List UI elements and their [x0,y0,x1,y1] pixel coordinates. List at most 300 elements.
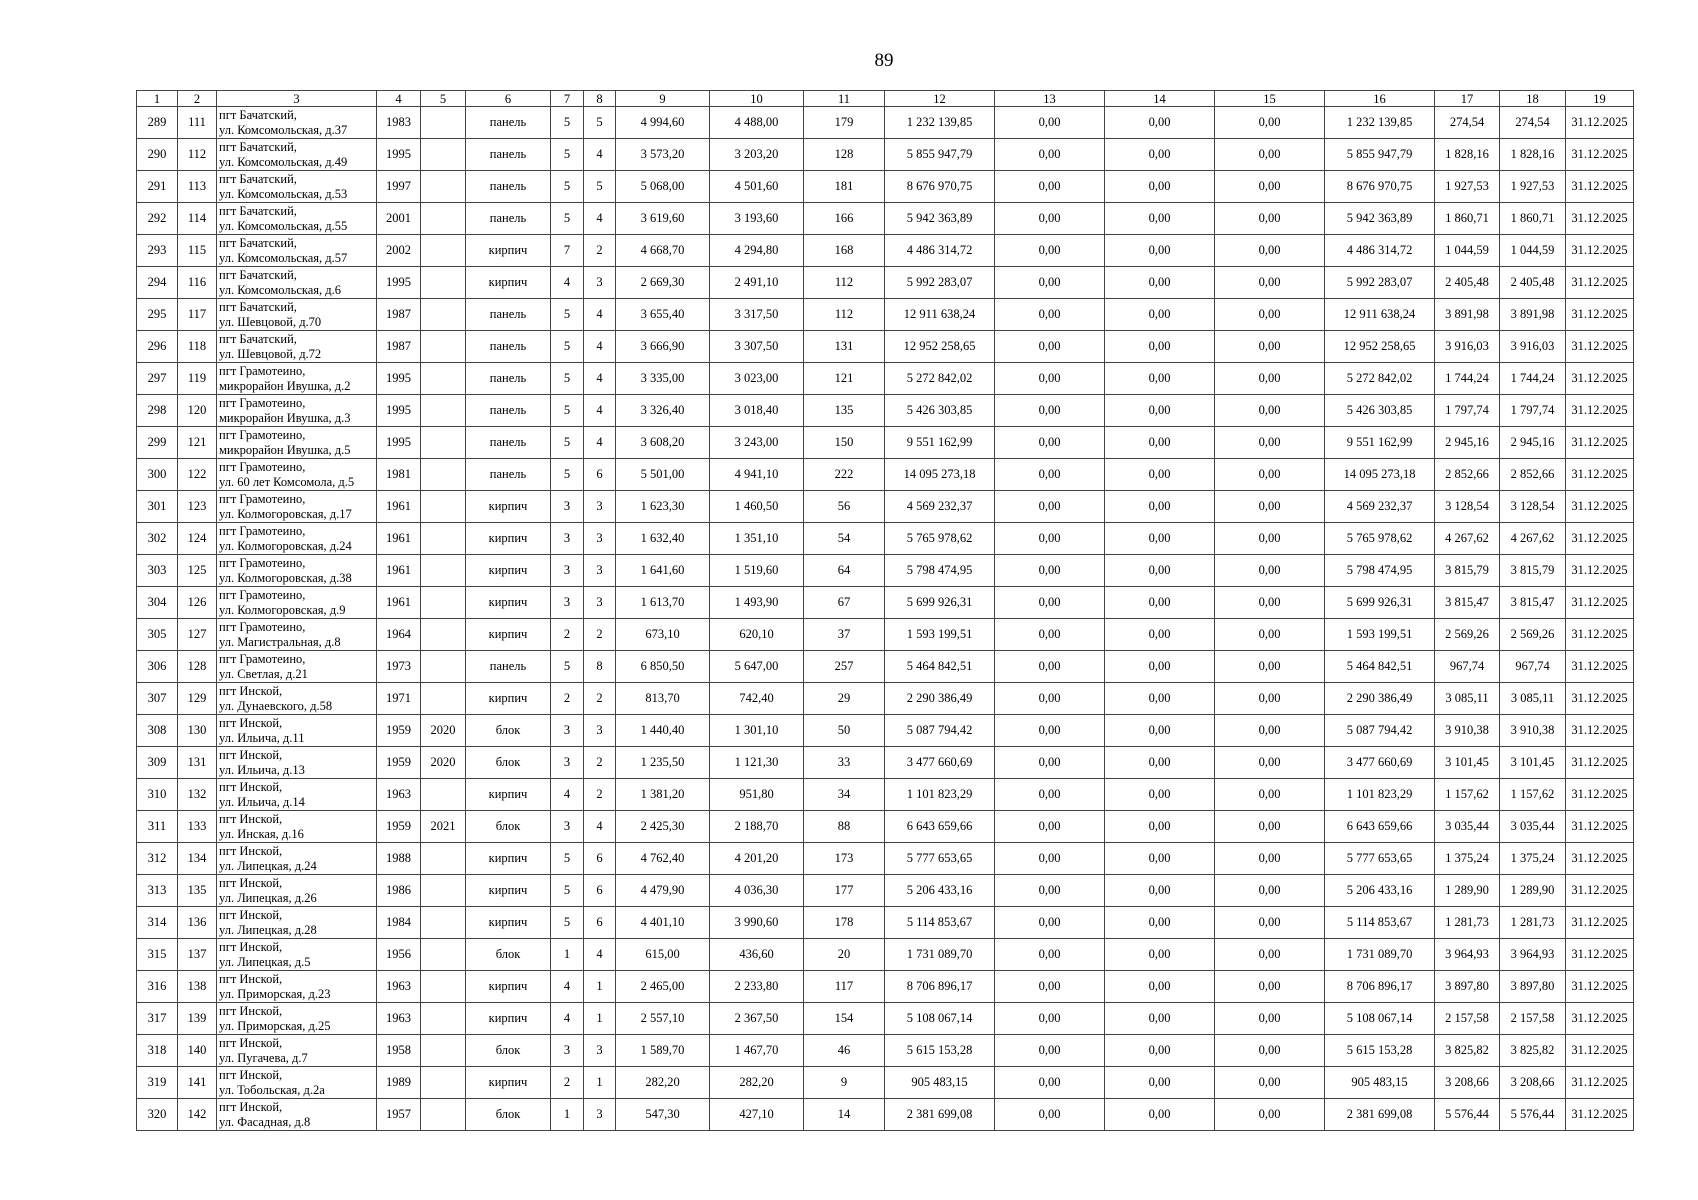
address-locality: пгт Грамотеино, [219,523,306,538]
table-cell: 8 706 896,17 [885,971,995,1003]
table-cell: 31.12.2025 [1566,1099,1634,1131]
table-row [137,235,1634,267]
table-cell: 2 [551,683,584,715]
table-cell: 0,00 [1215,875,1325,907]
table-cell: 1 927,53 [1500,171,1566,203]
table-cell: 31.12.2025 [1566,203,1634,235]
table-cell: 3 317,50 [710,299,804,331]
table-cell: 12 911 638,24 [885,299,995,331]
table-cell: 0,00 [995,619,1105,651]
table-cell: 0,00 [1215,555,1325,587]
address-street: ул. Липецкая, д.5 [219,954,311,969]
table-cell: 1 797,74 [1435,395,1500,427]
table-cell: 1 232 139,85 [1325,107,1435,139]
table-cell: 5 272 842,02 [885,363,995,395]
table-cell: 3 891,98 [1435,299,1500,331]
address-locality: пгт Грамотеино, [219,395,306,410]
table-cell: 1 121,30 [710,747,804,779]
table-cell: 6 [584,459,616,491]
address-locality: пгт Грамотеино, [219,555,306,570]
address-locality: пгт Грамотеино, [219,427,306,442]
table-cell: 1 440,40 [616,715,710,747]
table-cell: 4 201,20 [710,843,804,875]
table-cell: 1 744,24 [1500,363,1566,395]
table-cell: 31.12.2025 [1566,1067,1634,1099]
table-cell: 31.12.2025 [1566,555,1634,587]
table-cell: 138 [178,971,217,1003]
table-cell: 5 [584,171,616,203]
table-cell: 3 085,11 [1435,683,1500,715]
table-cell: 5 [551,299,584,331]
table-cell: 5 [551,875,584,907]
address-locality: пгт Инской, [219,1003,283,1018]
table-cell: 313 [137,875,178,907]
data-table [136,90,1634,1131]
table-cell: 3 897,80 [1500,971,1566,1003]
table-cell: панель [466,299,551,331]
table-cell: 0,00 [995,875,1105,907]
table-cell: 1 [584,971,616,1003]
address-cell [217,715,377,747]
table-cell: 2 569,26 [1500,619,1566,651]
table-cell: 115 [178,235,217,267]
table-cell: 3 243,00 [710,427,804,459]
table-cell: 3 815,47 [1500,587,1566,619]
table-cell: 0,00 [1215,1067,1325,1099]
table-cell: 126 [178,587,217,619]
table-cell: 142 [178,1099,217,1131]
address-locality: пгт Инской, [219,1099,283,1114]
table-cell: 1987 [377,299,421,331]
table-cell [421,651,466,683]
table-cell [421,779,466,811]
table-cell: 0,00 [1105,267,1215,299]
table-cell: 1 460,50 [710,491,804,523]
address-cell [217,299,377,331]
table-cell [421,971,466,1003]
table-cell: 5 464 842,51 [885,651,995,683]
address-street: микрорайон Ивушка, д.5 [219,442,351,457]
table-cell: 4 [584,811,616,843]
table-cell: кирпич [466,555,551,587]
table-cell: кирпич [466,619,551,651]
table-cell: 0,00 [1105,523,1215,555]
address-street: ул. Колмогоровская, д.38 [219,570,352,585]
table-cell: 1 301,10 [710,715,804,747]
table-cell: 3 [584,715,616,747]
table-cell: 0,00 [995,747,1105,779]
table-cell: 0,00 [1105,811,1215,843]
table-cell: 5 114 853,67 [1325,907,1435,939]
table-cell: 3 085,11 [1500,683,1566,715]
table-cell: 4 294,80 [710,235,804,267]
table-cell: 4 [584,331,616,363]
table-cell: 67 [804,587,885,619]
table-cell: 2 945,16 [1500,427,1566,459]
column-number-header: 18 [1500,91,1566,107]
table-cell: 1995 [377,363,421,395]
column-number-header: 11 [804,91,885,107]
table-cell: 0,00 [995,203,1105,235]
table-cell [421,555,466,587]
table-cell: 0,00 [1215,683,1325,715]
table-cell: 5 765 978,62 [885,523,995,555]
table-cell [421,171,466,203]
table-cell: 0,00 [1105,651,1215,683]
table-cell [421,875,466,907]
table-cell: 1 [584,1067,616,1099]
table-cell: 0,00 [1105,683,1215,715]
table-cell: панель [466,139,551,171]
address-street: ул. Комсомольская, д.49 [219,154,348,169]
table-cell: 905 483,15 [885,1067,995,1099]
table-cell: 0,00 [1215,267,1325,299]
address-street: ул. Липецкая, д.28 [219,922,317,937]
table-cell [421,1035,466,1067]
table-cell: 5 [551,651,584,683]
table-cell: 813,70 [616,683,710,715]
table-cell: 3 897,80 [1435,971,1500,1003]
address-street: ул. Светлая, д.21 [219,666,308,681]
table-cell: 14 [804,1099,885,1131]
address-locality: пгт Инской, [219,811,283,826]
table-cell: 3 990,60 [710,907,804,939]
table-cell: 1961 [377,491,421,523]
table-cell: 2 290 386,49 [885,683,995,715]
table-cell: 31.12.2025 [1566,587,1634,619]
table-cell [421,427,466,459]
table-cell: 31.12.2025 [1566,363,1634,395]
table-cell [421,459,466,491]
address-street: ул. Приморская, д.25 [219,1018,331,1033]
table-cell: 123 [178,491,217,523]
table-cell: кирпич [466,683,551,715]
address-locality: пгт Бачатский, [219,139,297,154]
table-cell: 298 [137,395,178,427]
table-cell: 154 [804,1003,885,1035]
table-cell: 311 [137,811,178,843]
table-cell: 1 235,50 [616,747,710,779]
table-row [137,715,1634,747]
table-cell: 5 [551,139,584,171]
table-cell: 0,00 [995,971,1105,1003]
table-cell: кирпич [466,235,551,267]
table-cell: 121 [804,363,885,395]
table-cell: 4 036,30 [710,875,804,907]
table-row [137,107,1634,139]
table-cell: 120 [178,395,217,427]
table-row [137,1067,1634,1099]
address-street: ул. Колмогоровская, д.9 [219,602,346,617]
table-cell: блок [466,1099,551,1131]
table-cell: 34 [804,779,885,811]
table-cell: панель [466,459,551,491]
table-cell: 5 464 842,51 [1325,651,1435,683]
table-cell: 31.12.2025 [1566,715,1634,747]
table-cell: 1 [551,939,584,971]
table-cell: 0,00 [1215,107,1325,139]
table-cell [421,363,466,395]
table-cell: 5 [551,331,584,363]
table-cell: 46 [804,1035,885,1067]
table-cell [421,395,466,427]
table-cell: 0,00 [1215,779,1325,811]
table-cell: 620,10 [710,619,804,651]
table-cell: 1961 [377,587,421,619]
table-cell: 293 [137,235,178,267]
table-cell: 0,00 [995,363,1105,395]
table-cell: 2 405,48 [1500,267,1566,299]
table-cell: 1971 [377,683,421,715]
table-cell: 292 [137,203,178,235]
table-cell: 121 [178,427,217,459]
table-row [137,811,1634,843]
table-cell: 3 [551,747,584,779]
table-cell: 0,00 [995,651,1105,683]
table-cell: кирпич [466,523,551,555]
table-cell: 0,00 [1105,779,1215,811]
table-cell: 6 850,50 [616,651,710,683]
table-cell: 0,00 [1105,427,1215,459]
table-cell: 116 [178,267,217,299]
table-cell: 2 188,70 [710,811,804,843]
table-cell: 4 267,62 [1435,523,1500,555]
table-cell: 0,00 [995,1003,1105,1035]
table-cell: 173 [804,843,885,875]
table-cell: 0,00 [1215,235,1325,267]
table-cell: 0,00 [1105,971,1215,1003]
table-cell: 3 307,50 [710,331,804,363]
address-street: ул. Шевцовой, д.72 [219,346,322,361]
address-street: ул. Приморская, д.23 [219,986,331,1001]
table-cell: 3 916,03 [1500,331,1566,363]
table-cell: 3 326,40 [616,395,710,427]
table-cell: 31.12.2025 [1566,1035,1634,1067]
table-cell: 0,00 [1105,299,1215,331]
table-cell: 304 [137,587,178,619]
address-locality: пгт Грамотеино, [219,491,306,506]
table-cell: панель [466,427,551,459]
table-cell: 5 [551,203,584,235]
table-cell [421,331,466,363]
table-cell: 4 [584,363,616,395]
table-cell: 5 647,00 [710,651,804,683]
table-cell: 133 [178,811,217,843]
table-cell: 3 815,47 [1435,587,1500,619]
table-cell: панель [466,107,551,139]
table-row [137,491,1634,523]
table-cell: 0,00 [1215,1003,1325,1035]
table-cell: 1995 [377,427,421,459]
table-cell: 31.12.2025 [1566,171,1634,203]
table-cell: 31.12.2025 [1566,939,1634,971]
table-cell: 1988 [377,843,421,875]
table-cell: 50 [804,715,885,747]
table-cell: 31.12.2025 [1566,523,1634,555]
table-row [137,779,1634,811]
table-cell: 119 [178,363,217,395]
table-cell: блок [466,811,551,843]
table-cell: 1 381,20 [616,779,710,811]
table-cell: 0,00 [1215,715,1325,747]
address-cell [217,267,377,299]
table-cell: 0,00 [1105,939,1215,971]
table-cell: 4 401,10 [616,907,710,939]
table-cell: 2 491,10 [710,267,804,299]
address-locality: пгт Инской, [219,907,283,922]
table-cell: 4 [551,1003,584,1035]
table-row [137,395,1634,427]
table-cell: 150 [804,427,885,459]
column-number-row [137,91,1634,107]
table-cell: 0,00 [995,1067,1105,1099]
table-cell: 3 964,93 [1500,939,1566,971]
address-locality: пгт Инской, [219,875,283,890]
table-cell: 131 [804,331,885,363]
table-cell: 0,00 [1105,555,1215,587]
table-cell: 0,00 [995,587,1105,619]
table-cell: 3 [551,491,584,523]
table-cell [421,491,466,523]
table-cell: 8 676 970,75 [885,171,995,203]
table-cell: 2 233,80 [710,971,804,1003]
table-cell: 303 [137,555,178,587]
table-cell: 3 208,66 [1500,1067,1566,1099]
table-cell: 5 615 153,28 [885,1035,995,1067]
table-cell: 5 855 947,79 [885,139,995,171]
table-cell: 6 [584,875,616,907]
table-cell: 3 916,03 [1435,331,1500,363]
address-locality: пгт Грамотеино, [219,363,306,378]
address-locality: пгт Бачатский, [219,331,297,346]
table-cell: блок [466,747,551,779]
table-cell: 1 281,73 [1435,907,1500,939]
table-cell: 1 744,24 [1435,363,1500,395]
table-cell: 1 044,59 [1435,235,1500,267]
table-cell: 306 [137,651,178,683]
table-cell: 1 828,16 [1500,139,1566,171]
address-street: ул. 60 лет Комсомола, д.5 [219,474,355,489]
table-cell: 31.12.2025 [1566,811,1634,843]
table-cell: 1 589,70 [616,1035,710,1067]
table-cell: 0,00 [995,491,1105,523]
table-cell: 31.12.2025 [1566,107,1634,139]
address-locality: пгт Грамотеино, [219,459,306,474]
table-cell: 0,00 [1215,395,1325,427]
table-cell: 0,00 [1105,395,1215,427]
table-cell: 2 [584,747,616,779]
table-cell: 135 [178,875,217,907]
table-cell: 3 128,54 [1435,491,1500,523]
table-cell: 3 655,40 [616,299,710,331]
table-cell: 12 952 258,65 [1325,331,1435,363]
table-cell: 33 [804,747,885,779]
table-cell: 0,00 [1215,491,1325,523]
table-cell: 0,00 [1215,331,1325,363]
table-cell: кирпич [466,907,551,939]
column-number-header: 4 [377,91,421,107]
table-cell: 436,60 [710,939,804,971]
table-cell: 1963 [377,1003,421,1035]
table-cell: 179 [804,107,885,139]
table-cell: 282,20 [616,1067,710,1099]
table-cell: 3 477 660,69 [1325,747,1435,779]
table-cell [421,299,466,331]
table-cell: 0,00 [1215,139,1325,171]
table-cell: 2 569,26 [1435,619,1500,651]
table-cell: кирпич [466,875,551,907]
table-cell [421,587,466,619]
table-cell: 951,80 [710,779,804,811]
table-cell: панель [466,203,551,235]
table-cell: 1957 [377,1099,421,1131]
table-cell: 3 023,00 [710,363,804,395]
table-cell: 316 [137,971,178,1003]
table-cell: 5 942 363,89 [885,203,995,235]
table-cell: 0,00 [995,235,1105,267]
table-cell: 5 777 653,65 [1325,843,1435,875]
table-cell: 2021 [421,811,466,843]
table-cell: 3 573,20 [616,139,710,171]
table-row [137,363,1634,395]
table-cell: 1 731 089,70 [885,939,995,971]
address-cell [217,331,377,363]
table-cell: 307 [137,683,178,715]
table-cell: 2 290 386,49 [1325,683,1435,715]
table-cell: 5 992 283,07 [885,267,995,299]
table-cell: 141 [178,1067,217,1099]
table-row [137,907,1634,939]
address-cell [217,171,377,203]
table-cell: 4 488,00 [710,107,804,139]
column-number-header: 16 [1325,91,1435,107]
address-street: ул. Ильича, д.13 [219,762,305,777]
table-cell: 5 777 653,65 [885,843,995,875]
table-cell: 0,00 [1105,1099,1215,1131]
table-cell: 3 [584,555,616,587]
column-number-header: 15 [1215,91,1325,107]
table-cell: 318 [137,1035,178,1067]
table-cell: 2 157,58 [1500,1003,1566,1035]
address-locality: пгт Бачатский, [219,235,297,250]
table-cell: 2 669,30 [616,267,710,299]
table-row [137,875,1634,907]
table-cell: 1 927,53 [1435,171,1500,203]
table-cell: 125 [178,555,217,587]
table-cell: 5 206 433,16 [1325,875,1435,907]
table-cell: 0,00 [995,299,1105,331]
table-cell: 3 035,44 [1435,811,1500,843]
table-cell: 1961 [377,555,421,587]
address-street: ул. Липецкая, д.26 [219,890,317,905]
table-cell: 547,30 [616,1099,710,1131]
table-row [137,427,1634,459]
table-cell: 2 852,66 [1435,459,1500,491]
table-cell: 4 [584,203,616,235]
table-cell: 309 [137,747,178,779]
table-cell: 0,00 [1215,811,1325,843]
table-cell: 0,00 [1215,459,1325,491]
table-cell: 31.12.2025 [1566,651,1634,683]
table-cell: 2 [584,235,616,267]
table-cell: 291 [137,171,178,203]
table-cell: 5 [551,843,584,875]
table-cell: 615,00 [616,939,710,971]
table-cell: 5 [551,395,584,427]
address-cell [217,427,377,459]
table-cell: кирпич [466,971,551,1003]
table-cell: 6 [584,843,616,875]
